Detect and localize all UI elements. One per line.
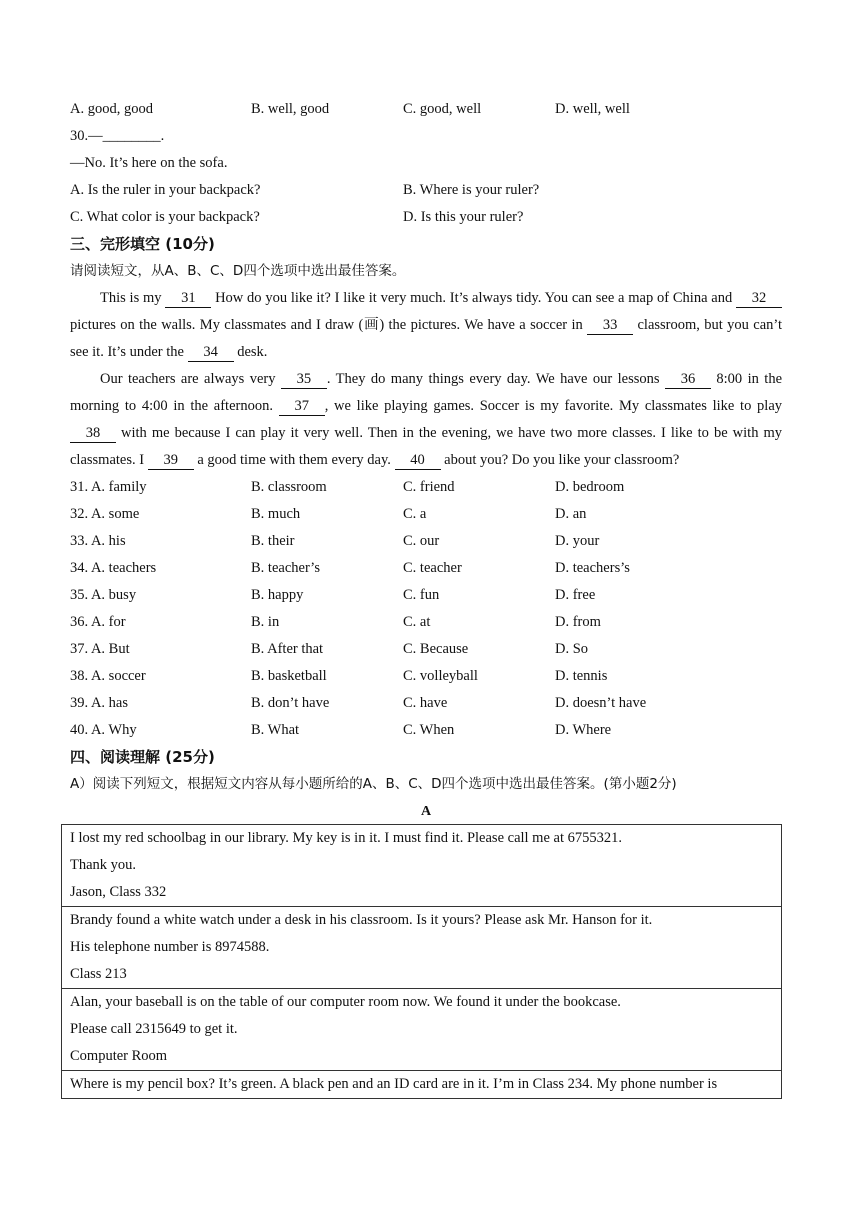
notice-cell	[62, 989, 782, 1071]
notice-board-table	[61, 824, 782, 1099]
cloze-paragraph-1	[70, 285, 782, 366]
option-b: B. their	[251, 533, 295, 549]
option-b: B. much	[251, 506, 301, 522]
option-a: 40. A. Why	[70, 722, 137, 738]
option-d: D. Where	[555, 722, 612, 738]
exam-page	[70, 96, 782, 825]
notice-line: Please call 2315649 to get it.	[70, 1021, 238, 1037]
option-b: B. What	[251, 722, 300, 738]
question-34	[70, 555, 782, 582]
text: classroom, but you can’t see it. It’s under the	[70, 317, 782, 360]
question-39	[70, 690, 782, 717]
option-a: 34. A. teachers	[70, 560, 157, 576]
question-38	[70, 663, 782, 690]
option-c: C. a	[403, 506, 427, 522]
notice-line: Where is my pencil box? It’s green. A black pen and an ID card are in it. I’m in Class 234. My phone number is	[70, 1076, 718, 1092]
question-36	[70, 609, 782, 636]
text: How do you like it? I like it very much. It’s always tidy. You can see a map of China and	[211, 290, 736, 306]
q30-options-row2	[70, 204, 782, 231]
text: . They do many things every day. We have our lessons	[326, 371, 665, 387]
blank-38: 38	[70, 424, 116, 443]
option-c: C. teacher	[403, 560, 462, 576]
option-d: D. tennis	[555, 668, 608, 684]
q30-options-row1	[70, 177, 782, 204]
option-b: B. don’t have	[251, 695, 330, 711]
text: pictures on the walls. My classmates and I draw (画) the pictures. We have a soccer in	[70, 317, 588, 333]
option-a: A. Is the ruler in your backpack?	[70, 182, 261, 198]
notice-line: Jason, Class 332	[70, 884, 167, 900]
question-35	[70, 582, 782, 609]
option-d: D. teachers’s	[555, 560, 630, 576]
option-d: D. So	[555, 641, 589, 657]
notice-line: Alan, your baseball is on the table of our computer room now. We found it under the bookcase.	[70, 994, 621, 1010]
option-d: D. bedroom	[555, 479, 625, 495]
text: 8:00 in the morning to 4:00 in the afternoon.	[70, 371, 783, 414]
blank-39: 39	[148, 451, 194, 470]
option-a: 31. A. family	[70, 479, 147, 495]
notice-line: Thank you.	[70, 857, 137, 873]
option-b: B. classroom	[251, 479, 327, 495]
option-c: C. fun	[403, 587, 440, 603]
option-a: 33. A. his	[70, 533, 126, 549]
table-row	[62, 825, 782, 907]
blank-36: 36	[665, 370, 711, 389]
notice-line: Class 213	[70, 966, 127, 982]
cloze-instruction: 请阅读短文，从A、B、C、D四个选项中选出最佳答案。	[70, 263, 406, 279]
option-a: A. good, good	[70, 101, 153, 117]
question-33	[70, 528, 782, 555]
option-a: 32. A. some	[70, 506, 140, 522]
text: a good time with them every day.	[193, 452, 395, 468]
option-a: 39. A. has	[70, 695, 128, 711]
option-d: D. an	[555, 506, 587, 522]
blank-33: 33	[587, 316, 633, 335]
option-c: C. good, well	[403, 101, 482, 117]
question-31	[70, 474, 782, 501]
text: , we like playing games. Soccer is my favorite. My classmates like to play	[324, 398, 783, 414]
text: with me because I can play it very well. Then in the evening, we have two more classes. I like to be with my classmates. I	[70, 425, 782, 468]
notice-line: I lost my red schoolbag in our library. My key is in it. I must find it. Please call me at 6755321.	[70, 830, 622, 846]
reading-instruction: A）阅读下列短文，根据短文内容从每小题所给的A、B、C、D四个选项中选出最佳答案。(第小题2分)	[70, 776, 677, 792]
option-c: C. volleyball	[403, 668, 478, 684]
option-d: D. your	[555, 533, 600, 549]
option-c: C. have	[403, 695, 448, 711]
notice-line: His telephone number is 8974588.	[70, 939, 270, 955]
option-c: C. at	[403, 614, 431, 630]
option-c: C. When	[403, 722, 455, 738]
blank-32: 32	[736, 289, 782, 308]
option-b: B. teacher’s	[251, 560, 320, 576]
question-37	[70, 636, 782, 663]
notice-cell	[62, 1071, 782, 1099]
option-d: D. from	[555, 614, 601, 630]
q29-options	[70, 96, 782, 123]
option-d: D. Is this your ruler?	[403, 209, 524, 225]
option-a: 36. A. for	[70, 614, 126, 630]
notice-line: Computer Room	[70, 1048, 168, 1064]
option-a: 37. A. But	[70, 641, 130, 657]
question-32	[70, 501, 782, 528]
option-c: C. our	[403, 533, 440, 549]
option-a: 35. A. busy	[70, 587, 137, 603]
option-b: B. Where is your ruler?	[403, 182, 540, 198]
text: about you? Do you like your classroom?	[440, 452, 680, 468]
q30-answer-line: —No. It’s here on the sofa.	[70, 155, 228, 171]
question-40	[70, 717, 782, 744]
option-c: C. friend	[403, 479, 455, 495]
option-b: B. in	[251, 614, 280, 630]
table-row	[62, 907, 782, 989]
blank-40: 40	[395, 451, 441, 470]
table-row	[62, 989, 782, 1071]
blank-31: 31	[165, 289, 211, 308]
option-b: B. basketball	[251, 668, 327, 684]
text: Our teachers are always very	[100, 371, 281, 387]
q30-stem: 30.—________.	[70, 128, 165, 144]
notice-line: Brandy found a white watch under a desk in his classroom. Is it yours? Please ask Mr. Hanson for it.	[70, 912, 653, 928]
option-c: C. What color is your backpack?	[70, 209, 260, 225]
option-d: D. free	[555, 587, 596, 603]
option-a: 38. A. soccer	[70, 668, 146, 684]
option-b: B. After that	[251, 641, 324, 657]
blank-34: 34	[188, 343, 234, 362]
passage-label: A	[420, 804, 432, 819]
blank-35: 35	[281, 370, 327, 389]
option-c: C. Because	[403, 641, 469, 657]
section-heading-reading: 四、阅读理解 (25分)	[70, 748, 215, 766]
option-d: D. doesn’t have	[555, 695, 647, 711]
cloze-paragraph-2	[70, 366, 782, 474]
text: This is my	[100, 290, 166, 306]
option-b: B. happy	[251, 587, 304, 603]
option-b: B. well, good	[251, 101, 330, 117]
blank-37: 37	[279, 397, 325, 416]
text: desk.	[233, 344, 268, 360]
table-row	[62, 1071, 782, 1099]
option-d: D. well, well	[555, 101, 630, 117]
notice-cell	[62, 825, 782, 907]
section-heading-cloze: 三、完形填空 (10分)	[70, 235, 215, 253]
notice-cell	[62, 907, 782, 989]
